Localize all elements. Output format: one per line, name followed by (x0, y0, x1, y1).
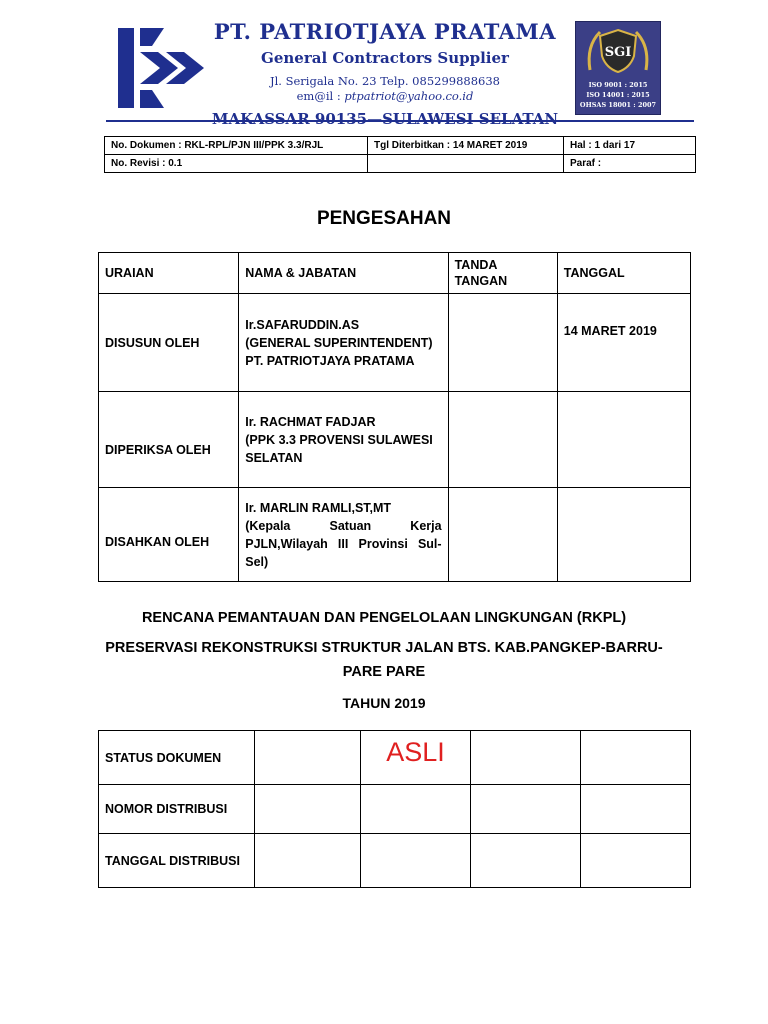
nama-jabatan-cell (239, 294, 448, 392)
uraian-cell: DISUSUN OLEH (99, 294, 239, 392)
signature-cell (448, 392, 557, 488)
header-nama-jabatan: NAMA & JABATAN (239, 253, 448, 294)
empty-cell (368, 155, 564, 173)
doc-number-cell: No. Dokumen : RKL-RPL/PJN III/PPK 3.3/RJL (105, 137, 368, 155)
sgi-emblem-icon (584, 26, 652, 76)
company-subtitle: General Contractors Supplier (261, 49, 509, 67)
table-row (105, 155, 696, 173)
company-letterhead (210, 18, 560, 129)
distribution-cell (581, 731, 691, 785)
header-uraian: URAIAN (99, 253, 239, 294)
date-cell (557, 392, 690, 488)
section-heading-pengesahan: PENGESAHAN (316, 208, 452, 229)
signature-cell (448, 488, 557, 582)
certification-badge (575, 21, 661, 115)
person-name: Ir.SAFARUDDIN.AS (245, 317, 360, 332)
distribution-cell (471, 731, 581, 785)
header-tanda-tangan: TANDA TANGAN (448, 253, 557, 294)
distribution-cell (255, 834, 361, 888)
header-tanggal: TANGGAL (557, 253, 690, 294)
status-value: ASLI (361, 731, 471, 785)
distribution-cell (255, 785, 361, 834)
date-cell: 14 MARET 2019 (557, 294, 690, 392)
distribution-cell (255, 731, 361, 785)
distribution-cell (471, 785, 581, 834)
distribution-cell (581, 785, 691, 834)
table-row (99, 834, 691, 888)
table-row (105, 137, 696, 155)
company-logo-icon (112, 24, 208, 112)
table-row (99, 294, 691, 392)
distribution-cell (581, 834, 691, 888)
row-label: TANGGAL DISTRIBUSI (99, 834, 255, 888)
signature-cell (448, 294, 557, 392)
table-row (99, 488, 691, 582)
email-value: ptpatriot@yahoo.co.id (344, 89, 474, 103)
person-name: Ir. RACHMAT FADJAR (245, 414, 376, 429)
sgi-logo-text: SGI (604, 45, 632, 60)
uraian-cell: DISAHKAN OLEH (99, 488, 239, 582)
table-row (99, 731, 691, 785)
distribution-table (98, 730, 691, 888)
nama-jabatan-cell (239, 392, 448, 488)
cert-iso-14001: ISO 14001 : 2015 (586, 91, 650, 99)
nama-jabatan-cell (239, 488, 448, 582)
company-name: PT. PATRIOTJAYA PRATAMA (213, 19, 557, 44)
cert-ohsas: OHSAS 18001 : 2007 (579, 101, 657, 109)
table-row (99, 392, 691, 488)
header-divider (106, 120, 694, 122)
distribution-cell (361, 834, 471, 888)
document-info-table (104, 136, 696, 173)
row-label: STATUS DOKUMEN (99, 731, 255, 785)
revision-cell: No. Revisi : 0.1 (105, 155, 368, 173)
date-cell (557, 488, 690, 582)
document-title-line3: PARE PARE (342, 664, 426, 680)
document-year: TAHUN 2019 (342, 695, 426, 711)
distribution-cell (471, 834, 581, 888)
paraf-cell: Paraf : (564, 155, 696, 173)
person-company: PT. PATRIOTJAYA PRATAMA (245, 353, 415, 368)
document-title-line2: PRESERVASI REKONSTRUKSI STRUKTUR JALAN BTS. KAB.PANGKEP-BARRU- (105, 640, 663, 656)
table-row (99, 785, 691, 834)
company-email (210, 89, 560, 103)
uraian-cell: DIPERIKSA OLEH (99, 392, 239, 488)
approval-table (98, 252, 691, 582)
company-city: MAKASSAR 90135—SULAWESI SELATAN (211, 110, 559, 128)
email-label: em@il : (296, 89, 341, 103)
table-header-row (99, 253, 691, 294)
person-position: (GENERAL SUPERINTENDENT) (245, 335, 433, 350)
person-position: (Kepala Satuan Kerja PJLN,Wilayah III Provinsi Sul-Sel) (245, 518, 442, 569)
page-count-cell: Hal : 1 dari 17 (564, 137, 696, 155)
person-name: Ir. MARLIN RAMLI,ST,MT (245, 500, 392, 515)
cert-iso-9001: ISO 9001 : 2015 (588, 81, 648, 89)
row-label: NOMOR DISTRIBUSI (99, 785, 255, 834)
document-title-lines (0, 636, 768, 684)
document-title-line1: RENCANA PEMANTAUAN DAN PENGELOLAAN LINGKUNGAN (RKPL) (141, 610, 627, 626)
person-position: (PPK 3.3 PROVENSI SULAWESI SELATAN (245, 432, 433, 465)
certification-lines (576, 80, 660, 110)
issue-date-cell: Tgl Diterbitkan : 14 MARET 2019 (368, 137, 564, 155)
distribution-cell (361, 785, 471, 834)
company-address: Jl. Serigala No. 23 Telp. 085299888638 (270, 74, 500, 88)
